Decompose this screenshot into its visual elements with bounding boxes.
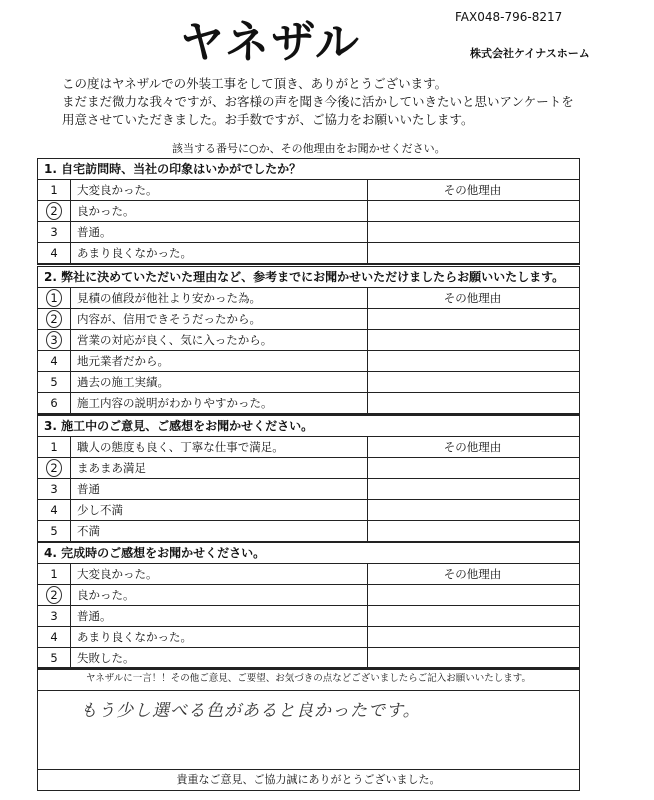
- option-label: 普通: [71, 479, 368, 499]
- question-section-2: [37, 266, 580, 415]
- other-reason-header: その他理由: [366, 180, 579, 201]
- option-label: 見積の値段が他社より安かった為。: [71, 288, 368, 308]
- question-title: 2. 弊社に決めていただいた理由など、参考までにお聞かせいただけましたらお願いいたします。: [38, 267, 579, 288]
- option-number[interactable]: 3: [38, 606, 71, 626]
- comment-box: [37, 667, 580, 791]
- option-label: あまり良くなかった。: [71, 243, 368, 263]
- question-title: 1. 自宅訪問時、当社の印象はいかがでしたか？: [38, 159, 579, 180]
- option-number-circled[interactable]: 3: [38, 330, 71, 350]
- question-section-1: [37, 158, 580, 265]
- option-number-circled[interactable]: 2: [38, 458, 71, 478]
- option-label: 良かった。: [71, 201, 368, 221]
- option-row[interactable]: [38, 222, 579, 243]
- question-body: [38, 564, 579, 669]
- other-reason-header: その他理由: [366, 288, 579, 309]
- option-row[interactable]: [38, 330, 579, 351]
- option-row[interactable]: [38, 309, 579, 330]
- logo: ヤネザル: [180, 17, 361, 68]
- option-number[interactable]: 6: [38, 393, 71, 413]
- option-label: 少し不満: [71, 500, 368, 520]
- option-number[interactable]: 5: [38, 521, 71, 541]
- intro-text: [62, 75, 622, 129]
- option-row[interactable]: [38, 627, 579, 648]
- option-row[interactable]: [38, 500, 579, 521]
- intro-line: まだまだ微力な我々ですが、お客様の声を聞き今後に活かしていきたいと思いアンケートを: [62, 94, 574, 109]
- option-label: 普通。: [71, 222, 368, 242]
- question-title: 4. 完成時のご感想をお聞かせください。: [38, 543, 579, 564]
- option-label: 過去の施工実績。: [71, 372, 368, 392]
- option-label: 大変良かった。: [71, 180, 368, 200]
- option-number[interactable]: 3: [38, 479, 71, 499]
- option-number[interactable]: 4: [38, 351, 71, 371]
- option-number[interactable]: 5: [38, 648, 71, 668]
- option-label: まあまあ満足: [71, 458, 368, 478]
- option-number[interactable]: 4: [38, 243, 71, 263]
- option-label: 施工内容の説明がわかりやすかった。: [71, 393, 368, 413]
- option-label: 普通。: [71, 606, 368, 626]
- option-row[interactable]: [38, 201, 579, 222]
- option-label: あまり良くなかった。: [71, 627, 368, 647]
- option-number[interactable]: 4: [38, 627, 71, 647]
- option-number-circled[interactable]: 2: [38, 309, 71, 329]
- question-body: [38, 288, 579, 414]
- question-title: 3. 施工中のご意見、ご感想をお聞かせください。: [38, 416, 579, 437]
- intro-line: この度はヤネザルでの外装工事をして頂き、ありがとうございます。: [62, 76, 448, 91]
- question-body: [38, 180, 579, 264]
- option-label: 内容が、信用できそうだったから。: [71, 309, 368, 329]
- option-number[interactable]: 1: [38, 564, 71, 584]
- question-section-4: [37, 542, 580, 670]
- option-number-circled[interactable]: 1: [38, 288, 71, 308]
- option-number[interactable]: 1: [38, 437, 71, 457]
- thanks-message: 貴重なご意見、ご協力誠にありがとうございました。: [38, 769, 579, 790]
- option-label: 地元業者だから。: [71, 351, 368, 371]
- option-number[interactable]: 3: [38, 222, 71, 242]
- other-reason-header: その他理由: [366, 564, 579, 585]
- option-row[interactable]: [38, 585, 579, 606]
- option-label: 大変良かった。: [71, 564, 368, 584]
- option-row[interactable]: [38, 606, 579, 627]
- question-body: [38, 437, 579, 542]
- intro-line: 用意させていただきました。お手数ですが、ご協力をお願いいたします。: [62, 112, 474, 127]
- option-number-circled[interactable]: 2: [38, 585, 71, 605]
- handwritten-comment[interactable]: もう少し選べる色があると良かったです。: [80, 701, 421, 721]
- option-row[interactable]: [38, 351, 579, 372]
- option-number[interactable]: 1: [38, 180, 71, 200]
- option-row[interactable]: [38, 393, 579, 414]
- option-label: 不満: [71, 521, 368, 541]
- option-row[interactable]: [38, 648, 579, 669]
- comment-heading: ヤネザルに一言！！その他ご意見、ご要望、お気づきの点などございましたらご記入お願いいたします。: [38, 668, 579, 691]
- option-row[interactable]: [38, 479, 579, 500]
- instruction: 該当する番号に○か、その他理由をお聞かせください。: [172, 142, 446, 155]
- option-row[interactable]: [38, 521, 579, 542]
- other-reason-header: その他理由: [366, 437, 579, 458]
- question-section-3: [37, 415, 580, 543]
- option-number-circled[interactable]: 2: [38, 201, 71, 221]
- option-label: 失敗した。: [71, 648, 368, 668]
- option-row[interactable]: [38, 458, 579, 479]
- fax-number: FAX048-796-8217: [455, 10, 563, 24]
- option-number[interactable]: 5: [38, 372, 71, 392]
- option-label: 良かった。: [71, 585, 368, 605]
- company-name: 株式会社ケイナスホーム: [470, 47, 590, 60]
- option-label: 職人の態度も良く、丁寧な仕事で満足。: [71, 437, 368, 457]
- option-label: 営業の対応が良く、気に入ったから。: [71, 330, 368, 350]
- option-row[interactable]: [38, 243, 579, 264]
- option-row[interactable]: [38, 372, 579, 393]
- option-number[interactable]: 4: [38, 500, 71, 520]
